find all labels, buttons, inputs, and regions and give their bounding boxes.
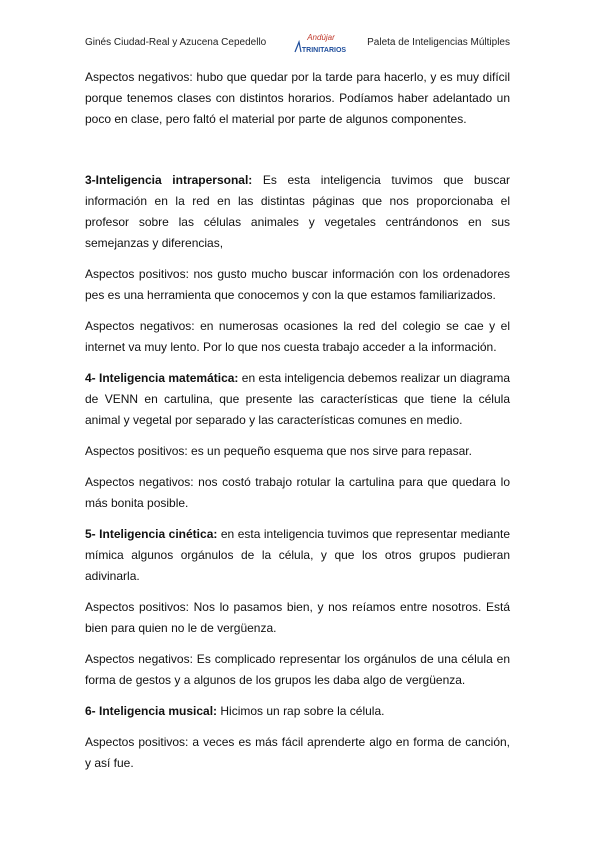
paragraph-text: Aspectos negativos: en numerosas ocasiones la red del colegio se cae y el internet va muy lento. Por lo que nos cuesta trabajo acceder a la información. [85,319,510,354]
logo-line1: Andújar [307,33,335,42]
section-heading: 6- Inteligencia musical: [85,704,218,718]
section-paragraph [85,368,510,431]
body-paragraph [85,597,510,639]
header-authors: Ginés Ciudad-Real y Azucena Cepedello [85,37,267,48]
section-heading: 3-Inteligencia intrapersonal: [85,173,253,187]
body-paragraph [85,732,510,774]
section-heading: 5- Inteligencia cinética: [85,527,218,541]
paragraph-text: Aspectos negativos: hubo que quedar por la tarde para hacerlo, y es muy difícil porque tenemos clases con distintos horarios. Podíamos haber adelantado un poco en clase, pero faltó el material por parte de algunos componentes. [85,70,510,126]
section-paragraph [85,170,510,254]
paragraph-text: Aspectos positivos: es un pequeño esquema que nos sirve para repasar. [85,444,472,458]
document-body [85,67,510,784]
section-paragraph [85,701,510,722]
paragraph-text: en esta inteligencia tuvimos que representar mediante mímica algunos orgánulos de la célula, y que los otros grupos pudieran adivinarla. [85,527,510,583]
paragraph-text: Aspectos positivos: a veces es más fácil aprenderte algo en forma de canción, y así fue. [85,735,510,770]
paragraph-text: Hicimos un rap sobre la célula. [217,704,385,718]
section-heading: 4- Inteligencia matemática: [85,371,239,385]
paragraph-text: Es esta inteligencia tuvimos que buscar información en la red en las distintas páginas que nos proporcionaba el profesor sobre las células animales y vegetales centrándonos en sus semejanzas y diferencias, [85,173,510,250]
paragraph-text: Aspectos positivos: Nos lo pasamos bien, y nos reíamos entre nosotros. Está bien para quien no le de vergüenza. [85,600,510,635]
paragraph-text: Aspectos negativos: nos costó trabajo rotular la cartulina para que quedara lo más bonita posible. [85,475,510,510]
body-paragraph [85,441,510,462]
body-paragraph [85,316,510,358]
logo-line2: TRINITARIOS [301,47,347,54]
paragraph-text: Aspectos positivos: nos gusto mucho buscar información con los ordenadores pes es una herramienta que conocemos y con la que estamos familiarizados. [85,267,510,302]
body-paragraph [85,649,510,691]
section-paragraph [85,524,510,587]
school-logo [291,30,351,58]
body-paragraph [85,264,510,306]
paragraph-text: Aspectos negativos: Es complicado representar los orgánulos de una célula en forma de gestos y a algunos de los grupos les daba algo de vergüenza. [85,652,510,687]
paragraph-text: en esta inteligencia debemos realizar un diagrama de VENN en cartulina, que presente las características que tiene la célula animal y vegetal por separado y las características comunes en medio. [85,371,511,427]
body-paragraph [85,67,510,130]
header-title: Paleta de Inteligencias Múltiples [367,37,510,48]
body-paragraph [85,472,510,514]
